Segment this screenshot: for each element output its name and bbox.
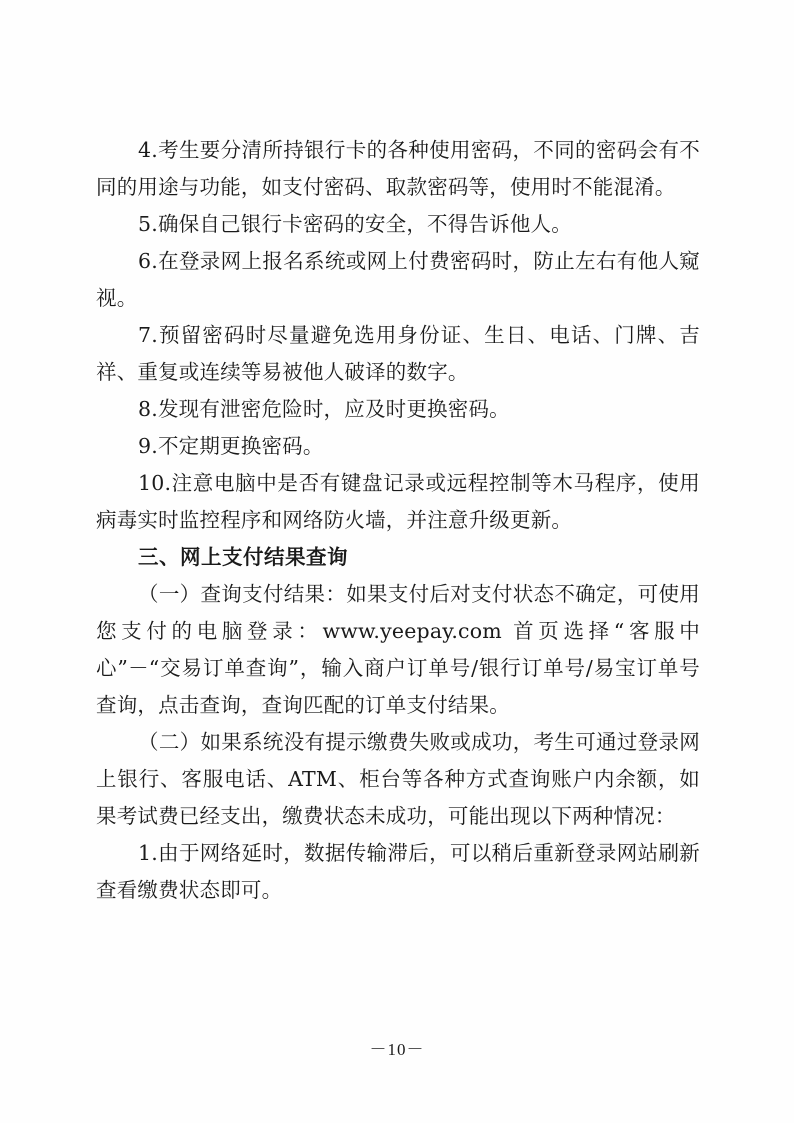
paragraph-item-9: 9.不定期更换密码。 — [138, 434, 324, 458]
paragraph-item-10: 10.注意电脑中是否有键盘记录或远程控制等木马程序，使用病毒实时监控程序和网络防火墙，并注意升级更新。 — [96, 471, 700, 532]
page-number: －10－ — [369, 1040, 425, 1059]
paragraph-sub-2: （二）如果系统没有提示缴费失败或成功，考生可通过登录网上银行、客服电话、ATM、柜台等各种方式查询账户内余额，如果考试费已经支出，缴费状态未成功，可能出现以下两种情况： — [96, 730, 700, 828]
paragraph-item-5: 5.确保自己银行卡密码的安全，不得告诉他人。 — [138, 212, 572, 236]
section-heading: 三、网上支付结果查询 — [138, 545, 348, 569]
paragraph-item-7: 7.预留密码时尽量避免选用身份证、生日、电话、门牌、吉祥、重复或连续等易被他人破译的数字。 — [96, 323, 700, 384]
paragraph-item-6: 6.在登录网上报名系统或网上付费密码时，防止左右有他人窥视。 — [96, 249, 700, 310]
document-body — [96, 132, 700, 909]
paragraph-sub-1: （一）查询支付结果：如果支付后对支付状态不确定，可使用您支付的电脑登录：www.yeepay.com 首页选择“客服中心”－“交易订单查询”，输入商户订单号/银行订单号/易宝订单号查询，点击查询，查询匹配的订单支付结果。 — [96, 582, 700, 717]
paragraph-sub-2-1: 1.由于网络延时，数据传输滞后，可以稍后重新登录网站刷新查看缴费状态即可。 — [96, 841, 700, 902]
paragraph-item-4: 4.考生要分清所持银行卡的各种使用密码，不同的密码会有不同的用途与功能，如支付密码、取款密码等，使用时不能混淆。 — [96, 138, 700, 199]
paragraph-item-8: 8.发现有泄密危险时，应及时更换密码。 — [138, 397, 510, 421]
